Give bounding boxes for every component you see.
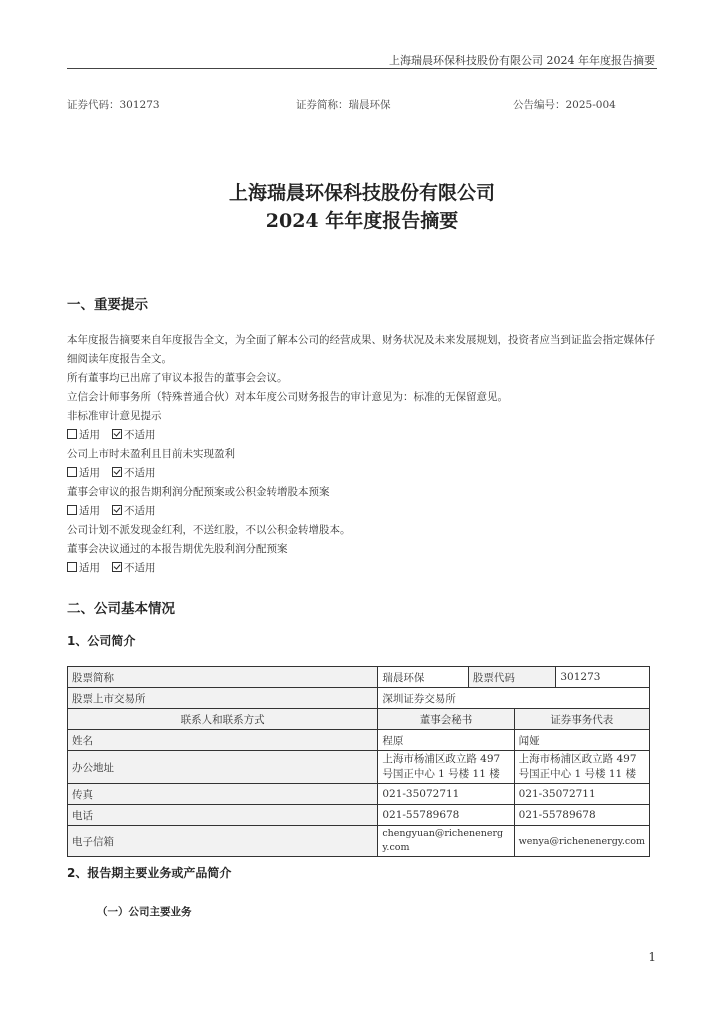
header-rule bbox=[67, 68, 657, 69]
cell-value: chengyuan@richenenergy.com bbox=[378, 826, 514, 857]
cell-value: 021-35072711 bbox=[514, 784, 649, 805]
cell-header: 董事会秘书 bbox=[378, 709, 514, 730]
note-nonstandard: 非标准审计意见提示 bbox=[67, 410, 162, 422]
subsection-main-business: 2、报告期主要业务或产品简介 bbox=[67, 866, 232, 880]
option-row: 适用 不适用 bbox=[67, 502, 657, 521]
cell-label: 股票代码 bbox=[468, 667, 555, 688]
cell-value: 闻娅 bbox=[514, 730, 649, 751]
option-row: 适用 不适用 bbox=[67, 559, 657, 578]
note-preferred-shares: 董事会决议通过的本报告期优先股利润分配预案 bbox=[67, 543, 288, 555]
cell-label: 电话 bbox=[68, 805, 378, 826]
table-row bbox=[68, 751, 650, 784]
checkbox-checked-icon bbox=[112, 505, 122, 515]
cell-value: 上海市杨浦区政立路 497 号国正中心 1 号楼 11 楼 bbox=[378, 751, 514, 784]
doc-title-company: 上海瑞晨环保科技股份有限公司 bbox=[228, 182, 495, 204]
table-row bbox=[68, 667, 650, 688]
checkbox-unchecked-icon bbox=[67, 505, 77, 515]
cell-value: 021-55789678 bbox=[514, 805, 649, 826]
cell-header: 证券事务代表 bbox=[514, 709, 649, 730]
page-number: 1 bbox=[648, 950, 656, 964]
checkbox-unchecked-icon bbox=[67, 429, 77, 439]
cell-label: 股票简称 bbox=[68, 667, 378, 688]
cell-value: 瑞晨环保 bbox=[378, 667, 469, 688]
notice-number: 公告编号：2025-004 bbox=[513, 99, 616, 111]
subsection-company-profile: 1、公司简介 bbox=[67, 634, 136, 648]
important-notes bbox=[67, 331, 657, 578]
stock-code: 证券代码：301273 bbox=[67, 99, 160, 111]
checkbox-unchecked-icon bbox=[67, 562, 77, 572]
stock-abbr: 证券简称：瑞晨环保 bbox=[296, 99, 391, 111]
cell-label: 电子信箱 bbox=[68, 826, 378, 857]
section-heading-important: 一、重要提示 bbox=[67, 297, 148, 313]
checkbox-checked-icon bbox=[112, 429, 122, 439]
company-profile-table bbox=[67, 666, 650, 857]
note-intro: 本年度报告摘要来自年度报告全文，为全面了解本公司的经营成果、财务状况及未来发展规划，投资者应当到证监会指定媒体仔细阅读年度报告全文。 bbox=[67, 334, 655, 365]
note-profit-distribution: 董事会审议的报告期利润分配预案或公积金转增股本预案 bbox=[67, 486, 330, 498]
option-row: 适用 不适用 bbox=[67, 464, 657, 483]
running-header: 上海瑞晨环保科技股份有限公司 2024 年年度报告摘要 bbox=[389, 54, 655, 67]
cell-label: 股票上市交易所 bbox=[68, 688, 378, 709]
cell-value: 021-35072711 bbox=[378, 784, 514, 805]
cell-label: 联系人和联系方式 bbox=[68, 709, 378, 730]
note-directors: 所有董事均已出席了审议本报告的董事会会议。 bbox=[67, 372, 288, 384]
cell-label: 传真 bbox=[68, 784, 378, 805]
table-row bbox=[68, 730, 650, 751]
table-row bbox=[68, 688, 650, 709]
checkbox-checked-icon bbox=[112, 467, 122, 477]
option-row: 适用 不适用 bbox=[67, 426, 657, 445]
table-row bbox=[68, 709, 650, 730]
checkbox-unchecked-icon bbox=[67, 467, 77, 477]
note-unprofitable: 公司上市时未盈利且目前未实现盈利 bbox=[67, 448, 235, 460]
cell-value: 程原 bbox=[378, 730, 514, 751]
table-row bbox=[68, 784, 650, 805]
cell-value: 深圳证券交易所 bbox=[378, 688, 650, 709]
table-row bbox=[68, 805, 650, 826]
cell-label: 办公地址 bbox=[68, 751, 378, 784]
note-auditor: 立信会计师事务所（特殊普通合伙）对本年度公司财务报告的审计意见为：标准的无保留意见。 bbox=[67, 391, 508, 403]
table-row bbox=[68, 826, 650, 857]
cell-value: 上海市杨浦区政立路 497 号国正中心 1 号楼 11 楼 bbox=[514, 751, 649, 784]
cell-value: 021-55789678 bbox=[378, 805, 514, 826]
doc-title-report: 2024 年年度报告摘要 bbox=[265, 210, 459, 232]
cell-value: wenya@richenenergy.com bbox=[514, 826, 649, 857]
cell-label: 姓名 bbox=[68, 730, 378, 751]
subsection-company-main-business: （一）公司主要业务 bbox=[97, 906, 192, 918]
cell-value: 301273 bbox=[556, 667, 650, 688]
note-no-dividend: 公司计划不派发现金红利，不送红股，不以公积金转增股本。 bbox=[67, 524, 351, 536]
checkbox-checked-icon bbox=[112, 562, 122, 572]
section-heading-company-info: 二、公司基本情况 bbox=[67, 601, 175, 617]
